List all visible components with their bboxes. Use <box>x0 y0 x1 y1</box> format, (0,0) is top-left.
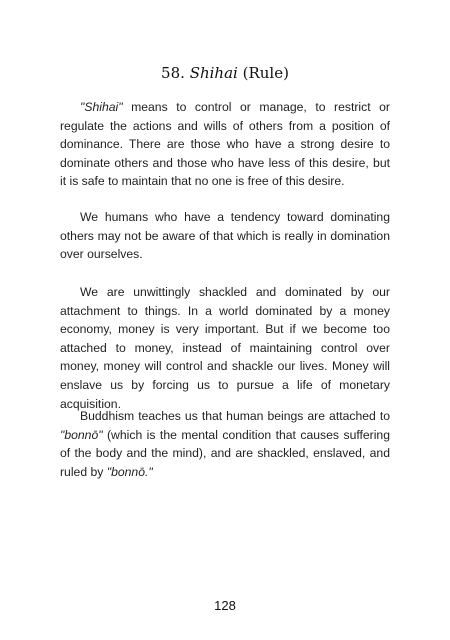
section-title <box>0 64 450 82</box>
term-shihai: "Shihai" <box>80 100 123 114</box>
paragraph-1 <box>60 98 390 191</box>
paragraph-4 <box>60 407 390 481</box>
paragraph-1-text: means to control or manage, to restrict or regulate the actions and wills of others from a position of dominance. There are those who have a strong desire to dominate others and those who have less of this desire, but it is safe to maintain that no one is free of this desire. <box>60 100 390 189</box>
paragraph-3 <box>60 283 390 413</box>
section-number: 58. <box>161 64 185 82</box>
paragraph-4-text-b: (which is the mental condition that causes suffering of the body and the mind), and are shackled, enslaved, and ruled by <box>60 427 390 479</box>
section-title-english: (Rule) <box>242 64 289 82</box>
paragraph-2 <box>60 208 390 264</box>
paragraph-4-text-a: Buddhism teaches us that human beings are attached to <box>80 409 390 423</box>
page-number: 128 <box>214 598 236 613</box>
paragraph-3-text: We are unwittingly shackled and dominated by our attachment to things. In a world dominated by a money economy, money is very important. But if we become too attached to money, instead of maintaining control over money, money will control and shackle our lives. Money will enslave us by forcing us to pursue a life of monetary acquisition. <box>60 285 390 411</box>
paragraph-2-text: We humans who have a tendency toward dominating others may not be aware of that which is really in domination over ourselves. <box>60 210 390 262</box>
section-title-japanese: Shihai <box>189 64 238 82</box>
term-bonno: "bonnō" <box>60 427 103 442</box>
term-bonno-end: "bonnō." <box>106 464 153 479</box>
